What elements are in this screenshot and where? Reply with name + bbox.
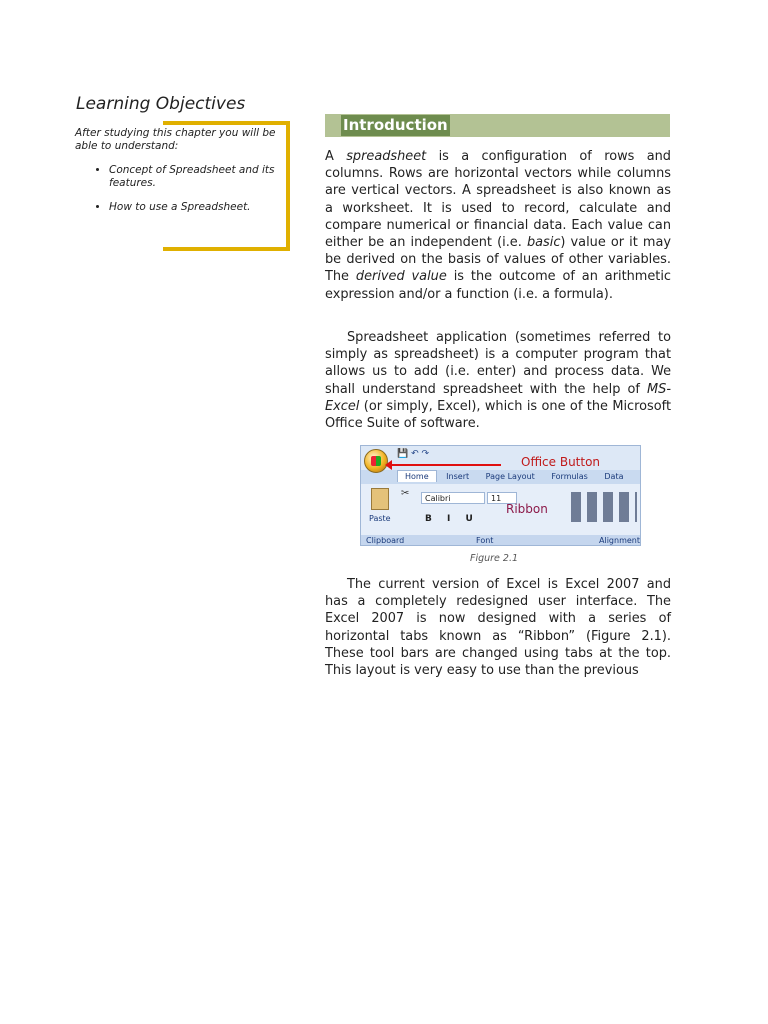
- excel-ribbon-figure: [360, 445, 641, 546]
- office-button-arrow: [391, 464, 501, 466]
- alignment-buttons-icon: [571, 492, 637, 522]
- format-buttons-icon: B I U: [425, 514, 479, 524]
- tab-data: Data: [604, 472, 624, 481]
- font-size-box: 11: [487, 492, 517, 504]
- paste-label: Paste: [369, 514, 391, 523]
- group-alignment: Alignment: [599, 536, 640, 545]
- tab-home: Home: [397, 470, 437, 482]
- paragraph-2: Spreadsheet application (sometimes referred to simply as spreadsheet) is a computer program that allows us to add (i.e. enter) and process data. We shall understand spreadsheet with the help of MS-Excel (or simply, Excel), which is one of the Microsoft Office Suite of software.: [325, 330, 671, 432]
- section-heading: Introduction: [343, 116, 448, 134]
- office-button-label: Office Button: [521, 455, 601, 469]
- group-font: Font: [476, 536, 494, 545]
- quick-access-icons: 💾 ↶ ↷: [397, 449, 430, 459]
- figure-caption: Figure 2.1: [470, 553, 519, 564]
- objectives-intro: After studying this chapter you will be able to understand:: [75, 127, 280, 153]
- learning-objectives-title: Learning Objectives: [76, 94, 246, 114]
- ribbon-label: Ribbon: [506, 502, 548, 516]
- tab-page-layout: Page Layout: [485, 472, 535, 481]
- cut-icon: ✂: [401, 488, 410, 499]
- section-heading-bar: [325, 114, 670, 137]
- font-name-box: Calibri: [421, 492, 485, 504]
- ribbon-group-labels: [361, 535, 640, 546]
- objectives-list: [95, 164, 294, 225]
- tab-insert: Insert: [446, 472, 470, 481]
- objective-item: • Concept of Spreadsheet and its features.: [109, 164, 294, 190]
- tab-formulas: Formulas: [551, 472, 588, 481]
- group-clipboard: Clipboard: [366, 536, 405, 545]
- paragraph-1: A spreadsheet is a configuration of rows and columns. Rows are horizontal vectors while columns are vertical vectors. A spreadsheet is also known as a worksheet. It is used to record, calculate and compare numerical or financial data. Each value can either be an independent (i.e. basic) value or it may be derived on the basis of values of other variables. The derived value is the outcome of an arithmetic expression and/or a function (i.e. a formula).: [325, 149, 672, 302]
- objective-item: • How to use a Spreadsheet.: [109, 201, 294, 214]
- paragraph-3: The current version of Excel is Excel 2007 and has a completely redesigned user interface. The Excel 2007 is now designed with a series of horizontal tabs known as “Ribbon” (Figure 2.1). These tool bars are changed using tabs at the top. This layout is very easy to use than the previous: [325, 577, 671, 679]
- paste-icon: [371, 488, 389, 510]
- figure-tabs: [397, 470, 631, 484]
